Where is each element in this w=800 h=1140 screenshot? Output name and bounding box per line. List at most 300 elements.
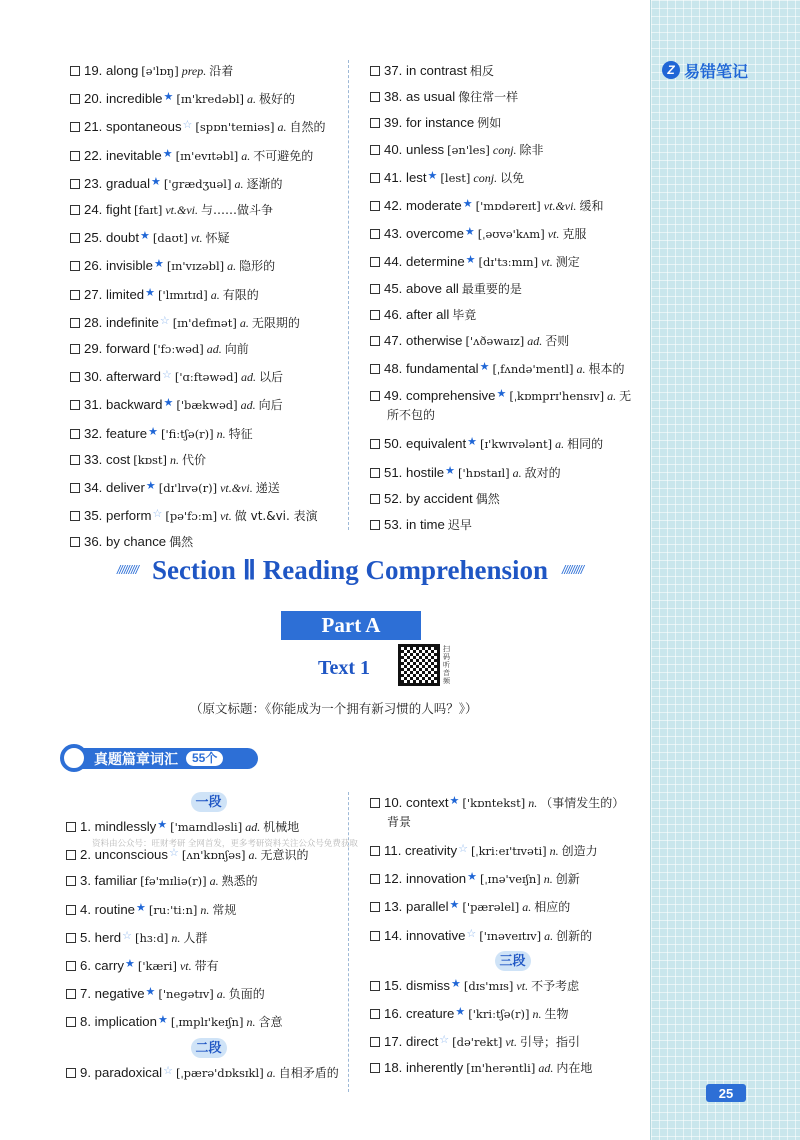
entry-pos: ad. <box>527 334 543 349</box>
entry-pos: n. <box>528 796 538 810</box>
star-icon: ★ <box>467 871 478 884</box>
entry-word: by accident <box>406 490 473 506</box>
star-icon: ★ <box>140 230 150 243</box>
entry-number: 9. <box>80 1064 91 1080</box>
vocab-entry <box>70 362 355 390</box>
entry-number: 17. <box>384 1034 403 1050</box>
entry-phonetic: ['kriːtʃə(r)] <box>468 1007 530 1022</box>
star-icon: ☆ <box>466 927 477 940</box>
checkbox[interactable] <box>70 400 80 410</box>
entry-pos: ad. <box>206 342 222 357</box>
vocab-list-top-right <box>370 58 655 538</box>
entry-definition-cont: 背景 <box>387 815 412 829</box>
vocab-entry <box>370 328 655 354</box>
entry-number: 45. <box>384 280 403 296</box>
entry-phonetic: [ɪn'kredəbl] <box>176 92 245 107</box>
checkbox[interactable] <box>70 372 80 382</box>
brand-icon: Z <box>662 61 680 79</box>
entry-phonetic: ['pærəlel] <box>462 900 520 915</box>
checkbox[interactable] <box>370 229 380 239</box>
entry-pos: n. <box>246 1015 256 1030</box>
checkbox[interactable] <box>70 261 80 271</box>
entry-word: after all <box>406 306 450 322</box>
entry-word: direct <box>406 1034 439 1050</box>
entry-word: determine <box>406 254 465 270</box>
entry-definition: 自相矛盾的 <box>278 1065 339 1080</box>
entry-phonetic: ['ʌðəwaɪz] <box>465 334 525 349</box>
entry-phonetic: ['ɑːftəwəd] <box>174 370 238 385</box>
entry-number: 39. <box>384 115 403 131</box>
entry-pos: a. <box>209 874 219 889</box>
vocab-entry <box>370 921 655 949</box>
entry-pos: n. <box>200 902 210 917</box>
vocab-entry <box>66 812 351 840</box>
entry-phonetic: ['mɒdəreɪt] <box>475 199 541 214</box>
entry-definition: 隐形的 <box>239 259 276 274</box>
entry-definition: 像往常一样 <box>458 90 519 105</box>
entry-definition: 偶然 <box>169 535 194 550</box>
entry-definition: 机械地 <box>263 820 300 834</box>
vocab-entry <box>370 247 655 275</box>
star-icon: ★ <box>449 899 460 912</box>
entry-number: 40. <box>384 141 403 157</box>
entry-definition: 无意识的 <box>260 848 309 863</box>
entry-definition: 极好的 <box>259 92 296 107</box>
vocab-entry <box>70 112 355 140</box>
entry-phonetic: [ɪn'vɪzəbl] <box>166 259 225 274</box>
qr-code-icon[interactable] <box>398 644 440 686</box>
checkbox[interactable] <box>70 537 80 547</box>
entry-pos: n. <box>532 1007 542 1022</box>
vocab-entry <box>70 141 355 169</box>
entry-phonetic: [kɒst] <box>133 452 168 467</box>
entry-number: 15. <box>384 977 403 993</box>
paragraph-tag: 二段 <box>191 1038 227 1058</box>
entry-word: mindlessly <box>94 819 157 834</box>
entry-pos: vt. <box>547 227 560 242</box>
vocab-entry <box>66 979 351 1007</box>
entry-phonetic: [ruː'tiːn] <box>148 902 198 917</box>
checkbox[interactable] <box>66 989 76 999</box>
star-icon: ☆ <box>182 119 193 132</box>
star-icon: ★ <box>163 91 174 104</box>
star-icon: ☆ <box>152 508 163 521</box>
entry-phonetic: ['ɡrædʒuəl] <box>163 176 232 191</box>
entry-definition: 不可避免的 <box>253 148 314 163</box>
entry-definition: 克服 <box>562 227 587 242</box>
vocab-entry <box>370 276 655 302</box>
entry-pos: vt. <box>516 978 529 993</box>
star-icon: ★ <box>145 286 155 299</box>
entry-phonetic: [spɒn'teɪniəs] <box>195 120 275 135</box>
entry-number: 51. <box>384 464 403 480</box>
vocab-entry <box>370 458 655 486</box>
entry-number: 21. <box>84 119 103 135</box>
section-title: Section Ⅱ Reading Comprehension <box>151 554 549 585</box>
entry-number: 8. <box>80 1014 91 1030</box>
entry-number: 30. <box>84 369 103 385</box>
checkbox[interactable] <box>66 1017 76 1027</box>
checkbox[interactable] <box>370 931 380 941</box>
entry-number: 20. <box>84 91 103 107</box>
checkbox[interactable] <box>370 173 380 183</box>
entry-definition: 内在地 <box>556 1061 593 1076</box>
entry-definition: 相应的 <box>534 900 571 915</box>
vocab-entry <box>370 892 655 920</box>
checkbox[interactable] <box>370 310 380 320</box>
vocab-entry <box>66 868 351 894</box>
entry-phonetic: [dɪ'tɜːmɪn] <box>478 255 539 270</box>
entry-phonetic: [ˌfʌndə'mentl] <box>492 362 574 377</box>
entry-definition: 递送 <box>255 481 280 496</box>
vocab-entry <box>70 251 355 279</box>
entry-definition: 无限期的 <box>251 315 300 330</box>
star-icon: ★ <box>496 388 507 401</box>
entry-definition: 有限的 <box>222 287 259 302</box>
star-icon: ★ <box>124 958 135 971</box>
entry-word: comprehensive <box>406 388 496 404</box>
vocab-entry <box>70 58 355 84</box>
entry-phonetic: [ˌəʊvə'kʌm] <box>477 227 545 242</box>
star-icon: ☆ <box>159 314 170 327</box>
column-divider <box>348 60 349 530</box>
checkbox[interactable] <box>70 179 80 189</box>
vocab-entry <box>370 486 655 512</box>
checkbox[interactable] <box>370 902 380 912</box>
checkbox[interactable] <box>370 874 380 884</box>
entry-pos: a. <box>512 465 522 480</box>
entry-definition: 带有 <box>194 959 219 974</box>
star-icon: ★ <box>465 254 476 267</box>
entry-definition: 以免 <box>500 170 525 185</box>
entry-pos: a. <box>522 900 532 915</box>
entry-definition: 人群 <box>183 930 208 945</box>
checkbox[interactable] <box>370 1037 380 1047</box>
entry-word: fight <box>106 202 131 218</box>
entry-word: perform <box>106 508 152 524</box>
entry-pos: n. <box>170 452 180 467</box>
vocab-entry <box>370 971 655 999</box>
entry-definition: 代价 <box>182 452 207 467</box>
star-icon: ★ <box>445 464 456 477</box>
checkbox[interactable] <box>370 846 380 856</box>
vocab-banner-bar <box>78 748 258 769</box>
checkbox[interactable] <box>370 257 380 267</box>
checkbox[interactable] <box>370 520 380 530</box>
entry-word: gradual <box>106 175 151 191</box>
checkbox[interactable] <box>66 822 76 832</box>
checkbox[interactable] <box>70 66 80 76</box>
star-icon: ☆ <box>168 847 179 860</box>
watermark: 资料由公众号：旺财考研 全网首发，更多考研资料关注公众号免费获取 <box>92 838 358 848</box>
entry-number: 46. <box>384 306 403 322</box>
entry-word: by chance <box>106 534 167 550</box>
checkbox[interactable] <box>370 1063 380 1073</box>
vocab-entry <box>370 58 655 84</box>
entry-number: 13. <box>384 899 403 915</box>
entry-number: 44. <box>384 254 403 270</box>
entry-phonetic: ['fɔːwəd] <box>153 342 204 357</box>
entry-pos: a. <box>210 287 220 302</box>
entry-pos: prep. <box>181 64 207 78</box>
entry-number: 11. <box>384 843 402 858</box>
checkbox[interactable] <box>370 92 380 102</box>
checkbox[interactable] <box>370 145 380 155</box>
entry-word: cost <box>106 451 131 467</box>
checkbox[interactable] <box>370 336 380 346</box>
entry-word: creature <box>406 1006 455 1022</box>
entry-number: 48. <box>384 361 403 377</box>
entry-phonetic: [ən'les] <box>447 142 490 157</box>
checkbox[interactable] <box>66 876 76 886</box>
entry-number: 26. <box>84 258 103 274</box>
checkbox[interactable] <box>370 201 380 211</box>
entry-phonetic: [ˌkriːeɪ'tɪvəti] <box>470 844 547 858</box>
vocab-entry <box>70 197 355 223</box>
entry-pos: a. <box>277 120 287 135</box>
entry-word: lest <box>406 169 427 185</box>
checkbox[interactable] <box>70 429 80 439</box>
entry-definition: 含意 <box>258 1015 283 1030</box>
entry-word: routine <box>94 901 135 917</box>
entry-pos: conj. <box>473 170 498 185</box>
page-number: 25 <box>706 1084 746 1102</box>
checkbox[interactable] <box>70 94 80 104</box>
entry-definition: 以后 <box>258 370 283 385</box>
entry-pos: a. <box>607 389 617 404</box>
entry-number: 50. <box>384 436 403 452</box>
checkbox[interactable] <box>70 233 80 243</box>
entry-number: 34. <box>84 480 103 496</box>
entry-pos: a. <box>227 259 237 274</box>
entry-number: 1. <box>80 819 91 834</box>
part-title: Part A <box>281 611 421 640</box>
star-icon: ☆ <box>122 929 132 942</box>
star-icon: ☆ <box>439 1034 450 1047</box>
vocab-entry <box>370 163 655 191</box>
entry-number: 23. <box>84 175 103 191</box>
checkbox[interactable] <box>66 850 76 860</box>
checkbox[interactable] <box>66 905 76 915</box>
entry-phonetic: [ɪn'evɪtəbl] <box>175 148 239 163</box>
entry-phonetic: [ˌɪnə'veɪʃn] <box>480 872 541 887</box>
vocab-list-bottom-left <box>66 790 351 1086</box>
entry-phonetic: [dɪs'mɪs] <box>463 978 514 993</box>
checkbox[interactable] <box>370 494 380 504</box>
entry-pos: vt. <box>179 959 192 974</box>
entry-phonetic: [hɜːd] <box>134 930 169 945</box>
side-grid-strip <box>650 0 800 1140</box>
entry-pos: conj. <box>492 142 517 157</box>
entry-definition: 与……做斗争 <box>201 203 274 218</box>
entry-phonetic: ['neɡətɪv] <box>158 987 214 1002</box>
entry-definition: 相同的 <box>567 437 604 452</box>
entry-definition: 缓和 <box>579 199 604 214</box>
entry-definition: 怀疑 <box>205 231 230 246</box>
checkbox[interactable] <box>370 1009 380 1019</box>
entry-pos: n. <box>543 872 553 887</box>
star-icon: ★ <box>145 986 156 999</box>
paragraph-tag: 三段 <box>495 951 531 971</box>
checkbox[interactable] <box>370 118 380 128</box>
star-icon: ★ <box>449 795 460 807</box>
entry-number: 16. <box>384 1006 403 1022</box>
star-icon: ★ <box>455 1006 466 1019</box>
entry-definition: 做 vt.&vi. 表演 <box>234 509 318 524</box>
vocab-entry <box>70 473 355 501</box>
checkbox[interactable] <box>70 290 80 300</box>
vocab-entry <box>66 895 351 923</box>
entry-pos: n. <box>549 844 559 858</box>
entry-word: forward <box>106 341 150 357</box>
entry-number: 24. <box>84 202 103 218</box>
vocab-entry <box>66 1007 351 1035</box>
checkbox[interactable] <box>70 344 80 354</box>
original-title: （原文标题：《你能成为一个拥有新习惯的人吗？》） <box>190 702 478 716</box>
entry-word: inherently <box>406 1060 464 1076</box>
checkbox[interactable] <box>70 511 80 521</box>
entry-definition: 例如 <box>477 116 502 131</box>
checkbox[interactable] <box>66 1068 76 1078</box>
entry-definition: 相反 <box>469 64 494 78</box>
vocab-banner-label: 真题篇章词汇 <box>94 750 178 767</box>
entry-word: incredible <box>106 91 163 107</box>
entry-number: 29. <box>84 341 103 357</box>
entry-word: for instance <box>406 115 475 131</box>
entry-phonetic: [daʊt] <box>152 231 188 246</box>
entry-pos: a. <box>239 315 249 330</box>
vocab-entry <box>66 923 351 951</box>
entry-number: 25. <box>84 230 103 246</box>
checkbox[interactable] <box>370 66 380 76</box>
entry-number: 7. <box>80 986 91 1002</box>
entry-number: 4. <box>80 901 91 917</box>
magnifier-icon <box>60 744 88 772</box>
vocab-entry <box>66 1058 351 1086</box>
entry-word: deliver <box>106 480 145 496</box>
entry-definition: 向前 <box>224 342 249 357</box>
entry-number: 36. <box>84 534 103 550</box>
entry-definition: 引导；指引 <box>520 1035 581 1050</box>
entry-pos: vt.&vi. <box>543 199 577 214</box>
checkbox[interactable] <box>66 933 76 943</box>
entry-pos: vt. <box>190 231 203 246</box>
entry-definition: 负面的 <box>228 987 265 1002</box>
vocab-entry <box>370 836 655 864</box>
checkbox[interactable] <box>70 318 80 328</box>
checkbox[interactable] <box>70 122 80 132</box>
entry-number: 19. <box>84 63 103 78</box>
checkbox[interactable] <box>70 455 80 465</box>
entry-definition: 无 <box>619 389 632 404</box>
entry-word: paradoxical <box>94 1064 163 1080</box>
entry-word: afterward <box>106 369 161 385</box>
entry-number: 38. <box>384 89 403 105</box>
vocab-entry <box>370 1027 655 1055</box>
vocab-entry <box>70 419 355 447</box>
vocab-entry <box>70 501 355 529</box>
entry-phonetic: ['ɪnəveɪtɪv] <box>479 928 542 943</box>
entry-pos: a. <box>248 848 258 863</box>
entry-word: along <box>106 63 139 78</box>
entry-definition: 创新的 <box>556 928 593 943</box>
checkbox[interactable] <box>370 439 380 449</box>
entry-word: spontaneous <box>106 119 182 135</box>
entry-number: 47. <box>384 333 403 349</box>
entry-word: fundamental <box>406 361 479 377</box>
entry-number: 32. <box>84 425 103 441</box>
entry-word: context <box>406 795 449 810</box>
entry-definition: 毕竟 <box>452 307 477 322</box>
star-icon: ☆ <box>163 1064 173 1077</box>
vocab-entry <box>70 390 355 418</box>
entry-word: invisible <box>106 258 153 274</box>
vocab-entry <box>370 382 655 429</box>
entry-definition: 敌对的 <box>524 465 561 480</box>
checkbox[interactable] <box>370 364 380 374</box>
checkbox[interactable] <box>370 981 380 991</box>
vocab-entry <box>370 219 655 247</box>
entry-phonetic: ['kɒntekst] <box>462 796 526 810</box>
entry-definition: 沿着 <box>209 64 234 78</box>
entry-pos: ad. <box>538 1061 554 1076</box>
checkbox[interactable] <box>66 961 76 971</box>
star-icon: ★ <box>163 397 174 410</box>
checkbox[interactable] <box>370 284 380 294</box>
entry-phonetic: [ˌkɒmprɪ'hensɪv] <box>509 389 605 404</box>
entry-number: 2. <box>80 847 91 863</box>
section-heading <box>60 552 640 588</box>
entry-number: 22. <box>84 147 103 163</box>
vocab-entry <box>370 302 655 328</box>
checkbox[interactable] <box>370 468 380 478</box>
vocab-entry <box>370 999 655 1027</box>
entry-phonetic: [ə'lɒŋ] <box>141 64 179 78</box>
star-icon: ★ <box>467 436 478 449</box>
vocab-entry <box>370 354 655 382</box>
vocab-entry <box>370 789 655 836</box>
entry-definition: 迟早 <box>447 518 472 533</box>
qr-label: 扫码听音频 <box>443 646 450 685</box>
decor-slashes-right: ///////// <box>562 563 584 577</box>
entry-word: unless <box>406 141 445 157</box>
entry-word: creativity <box>405 843 458 858</box>
entry-number: 3. <box>80 873 91 889</box>
entry-number: 37. <box>384 63 403 78</box>
entry-word: indefinite <box>106 314 159 330</box>
star-icon: ★ <box>136 901 146 914</box>
star-icon: ★ <box>153 258 164 271</box>
entry-word: parallel <box>406 899 449 915</box>
entry-number: 33. <box>84 451 103 467</box>
entry-definition: 偶然 <box>475 491 500 506</box>
entry-pos: a. <box>544 928 554 943</box>
checkbox[interactable] <box>70 151 80 161</box>
star-icon: ★ <box>145 480 156 493</box>
entry-phonetic: [ɪ'kwɪvələnt] <box>480 437 553 452</box>
vocab-entry <box>70 84 355 112</box>
entry-pos: a. <box>234 176 244 191</box>
entry-number: 14. <box>384 927 403 943</box>
checkbox[interactable] <box>370 391 380 401</box>
checkbox[interactable] <box>370 798 380 808</box>
entry-number: 28. <box>84 314 103 330</box>
entry-pos: vt.&vi. <box>220 481 253 496</box>
entry-word: innovative <box>406 927 466 943</box>
checkbox[interactable] <box>70 205 80 215</box>
checkbox[interactable] <box>70 483 80 493</box>
brand-logo <box>662 58 748 82</box>
